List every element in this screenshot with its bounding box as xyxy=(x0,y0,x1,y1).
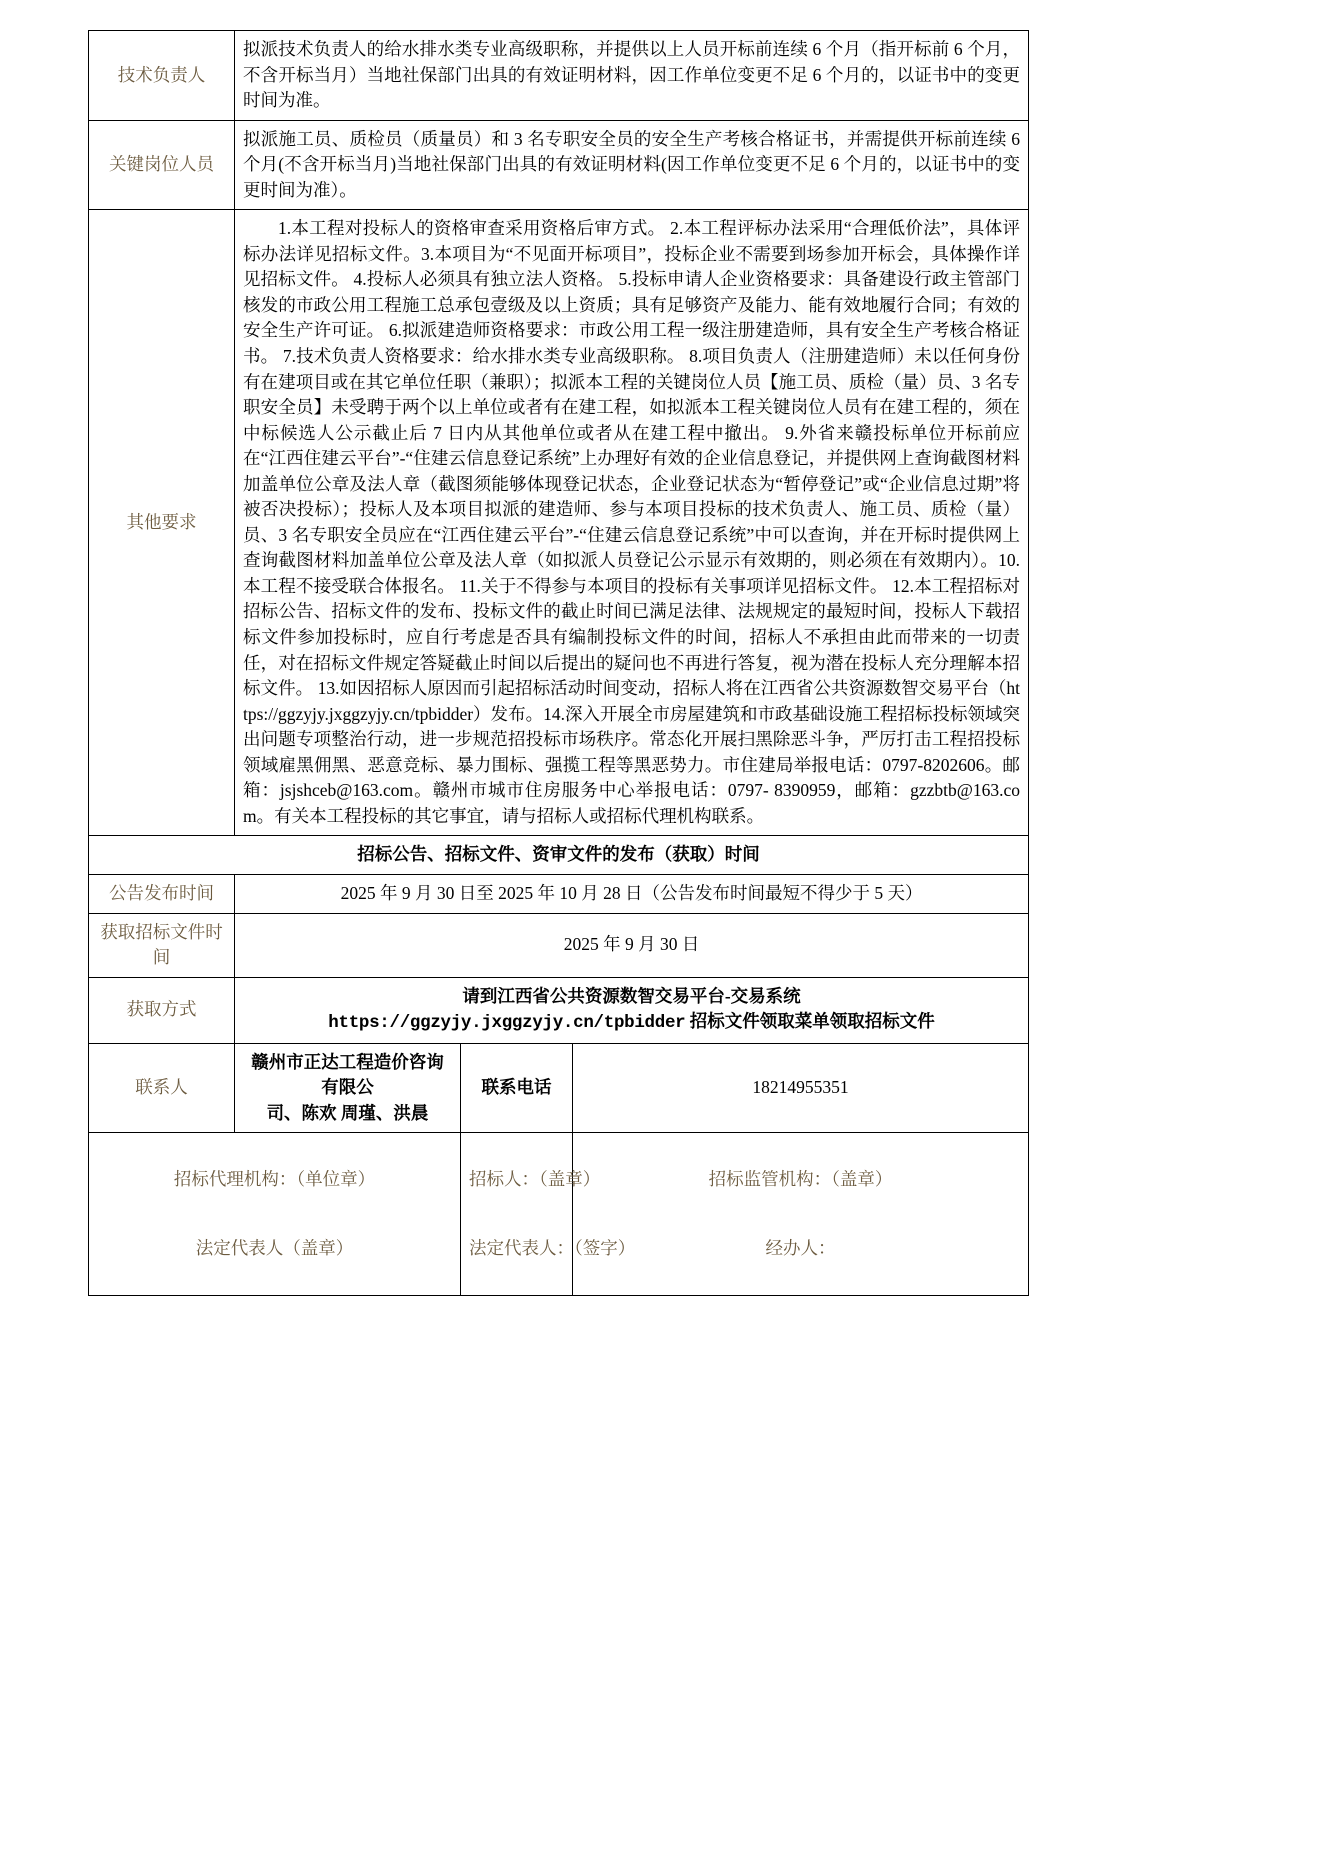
row-label-contact: 联系人 xyxy=(89,1043,235,1133)
contact-phone-value: 18214955351 xyxy=(573,1043,1029,1133)
signature-supervisor-line2: 经办人： xyxy=(765,1238,836,1259)
signature-agency-cell xyxy=(89,1133,461,1296)
signature-tenderer-line1: 招标人：（盖章） xyxy=(469,1168,601,1189)
table-row-other-requirements xyxy=(89,210,1029,836)
row-label-other-requirements: 其他要求 xyxy=(89,210,235,836)
acquire-method-line2-tail: 招标文件领取菜单领取招标文件 xyxy=(689,1011,935,1032)
signature-tenderer-cell xyxy=(461,1133,636,1296)
row-label-tech-lead: 技术负责人 xyxy=(89,31,235,121)
table-row-acquire-method xyxy=(89,977,1029,1043)
row-value-tech-lead: 拟派技术负责人的给水排水类专业高级职称，并提供以上人员开标前连续 6 个月（指开标前 6 个月，不含开标当月）当地社保部门出具的有效证明材料，因工作单位变更不足 6 个月的，以证书中的变更时间为准。 xyxy=(235,31,1029,121)
contact-name-line2: 司、陈欢 周瑾、洪晨 xyxy=(266,1102,429,1123)
row-label-announce-time: 公告发布时间 xyxy=(89,874,235,913)
row-value-key-staff: 拟派施工员、质检员（质量员）和 3 名专职安全员的安全生产考核合格证书，并需提供开标前连续 6 个月(不含开标当月)当地社保部门出具的有效证明材料(因工作单位变更不足 6 个月的，以证书中的变更时间为准）。 xyxy=(235,120,1029,210)
row-value-acquire-time: 2025 年 9 月 30 日 xyxy=(235,913,1029,977)
row-label-acquire-method: 获取方式 xyxy=(89,977,235,1043)
signature-agency-line2: 法定代表人（盖章） xyxy=(195,1238,354,1259)
signature-supervisor-line1: 招标监管机构：（盖章） xyxy=(708,1168,893,1189)
contact-name-value xyxy=(235,1043,461,1133)
table-row-signatures xyxy=(89,1133,1029,1296)
acquire-method-line2 xyxy=(243,1009,1020,1037)
signature-tenderer-line2: 法定代表人：（签字） xyxy=(469,1238,636,1259)
table-row-tech-lead xyxy=(89,31,1029,121)
publish-heading: 招标公告、招标文件、资审文件的发布（获取）时间 xyxy=(89,836,1029,875)
other-requirements-text: 1.本工程对投标人的资格审查采用资格后审方式。 2.本工程评标办法采用“合理低价法”，具体评标办法详见招标文件。3.本项目为“不见面开标项目”，投标企业不需要到场参加开标会，具体操作详见招标文件。 4.投标人必须具有独立法人资格。 5.投标申请人企业资格要求：具备建设行政主管部门核发的市政公用工程施工总承包壹级及以上资质；具有足够资产及能力、能有效地履行合同；有效的安全生产许可证。 6.拟派建造师资格要求：市政公用工程一级注册建造师，具有安全生产考核合格证书。 7.技术负责人资格要求：给水排水类专业高级职称。 8.项目负责人（注册建造师）未以任何身份有在建项目或在其它单位任职（兼职）；拟派本工程的关键岗位人员【施工员、质检（量）员、3 名专职安全员】未受聘于两个以上单位或者有在建工程，如拟派本工程关键岗位人员有在建工程的，须在中标候选人公示截止后 7 日内从其他单位或者从在建工程中撤出。 9.外省来赣投标单位开标前应在“江西住建云平台”-“住建云信息登记系统”上办理好有效的企业信息登记，并提供网上查询截图材料加盖单位公章及法人章（截图须能够体现登记状态，企业登记状态为“暂停登记”或“企业信息过期”将被否决投标）；投标人及本项目拟派的建造师、参与本项目投标的技术负责人、施工员、质检（量）员、3 名专职安全员应在“江西住建云平台”-“住建云信息登记系统”中可以查询，并在开标时提供网上查询截图材料加盖单位公章及法人章（如拟派人员登记公示显示有效期的，则必须在有效期内）。10.本工程不接受联合体报名。 11.关于不得参与本项目的投标有关事项详见招标文件。 12.本工程招标对招标公告、招标文件的发布、投标文件的截止时间已满足法律、法规规定的最短时间，投标人下载招标文件参加投标时，应自行考虑是否具有编制投标文件的时间，招标人不承担由此而带来的一切责任，对在招标文件规定答疑截止时间以后提出的疑问也不再进行答复，视为潜在投标人充分理解本招标文件。 13.如因招标人原因而引起招标活动时间变动，招标人将在江西省公共资源数智交易平台（https://ggzyjy.jxggzyjy.cn/tpbidder）发布。14.深入开展全市房屋建筑和市政基础设施工程招标投标领域突出问题专项整治行动，进一步规范招投标市场秩序。常态化开展扫黑除恶斗争，严厉打击工程招投标领域雇黑佣黑、恶意竞标、暴力围标、强揽工程等黑恶势力。市住建局举报电话：0797-8202606。邮箱：jsjshceb@163.com。赣州市城市住房服务中心举报电话：0797- 8390959，邮箱：gzzbtb@163.com。有关本工程投标的其它事宜，请与招标人或招标代理机构联系。 xyxy=(243,218,1021,826)
contact-name-line1: 赣州市正达工程造价咨询有限公 xyxy=(251,1051,444,1098)
signature-agency-line1: 招标代理机构：（单位章） xyxy=(173,1168,376,1189)
table-row-acquire-time xyxy=(89,913,1029,977)
row-label-acquire-time: 获取招标文件时间 xyxy=(89,913,235,977)
acquire-method-url: https://ggzyjy.jxggzyjy.cn/tpbidder xyxy=(328,1013,686,1034)
row-label-contact-phone: 联系电话 xyxy=(461,1043,573,1133)
acquire-method-line1: 请到江西省公共资源数智交易平台-交易系统 xyxy=(462,985,801,1006)
row-value-acquire-method xyxy=(235,977,1029,1043)
bid-announcement-table xyxy=(88,30,1029,1296)
row-value-announce-time: 2025 年 9 月 30 日至 2025 年 10 月 28 日（公告发布时间最短不得少于 5 天） xyxy=(235,874,1029,913)
table-row-announce-time xyxy=(89,874,1029,913)
table-row-contact xyxy=(89,1043,1029,1133)
signature-supervisor-cell xyxy=(573,1133,1029,1296)
row-label-key-staff: 关键岗位人员 xyxy=(89,120,235,210)
table-row-key-staff xyxy=(89,120,1029,210)
row-value-other-requirements xyxy=(235,210,1029,836)
table-row-publish-heading xyxy=(89,836,1029,875)
